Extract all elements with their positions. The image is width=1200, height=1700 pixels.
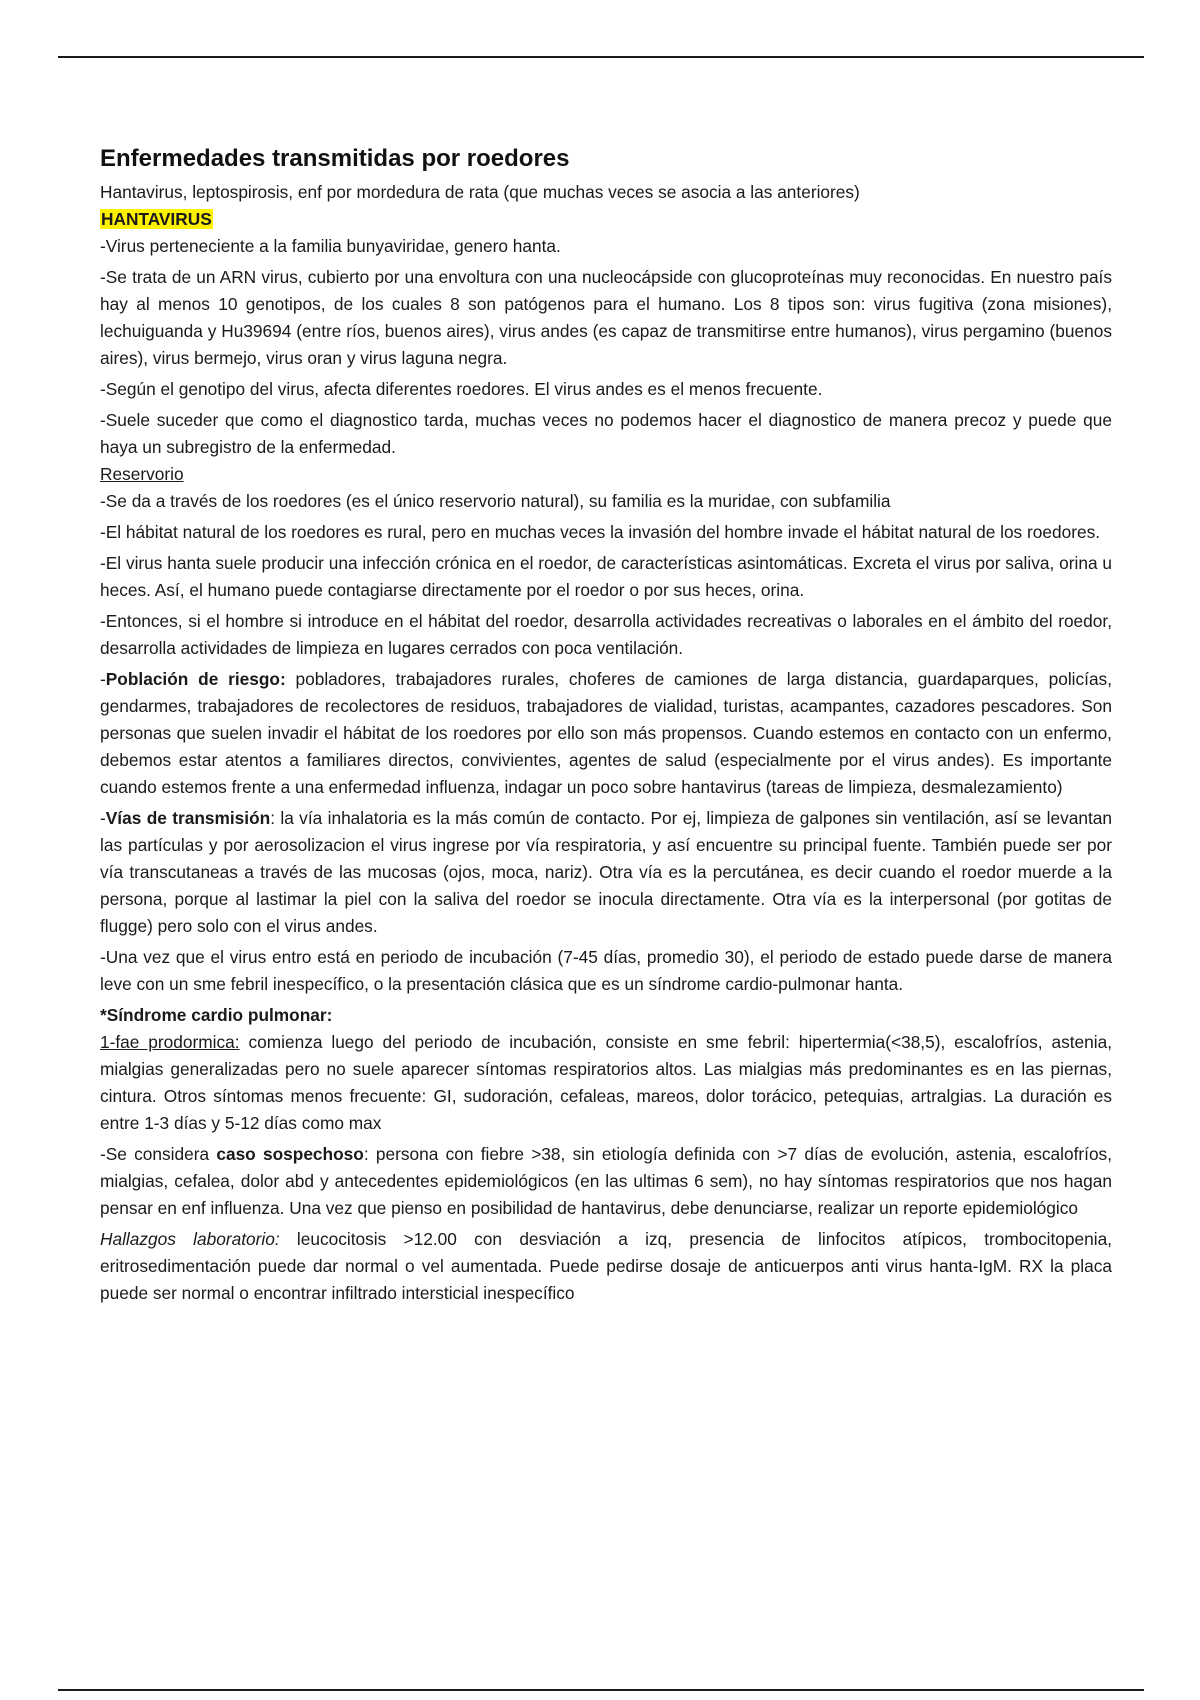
page-title: Enfermedades transmitidas por roedores: [100, 145, 570, 172]
paragraph-reservorio-1: -Se da a través de los roedores (es el único reservorio natural), su familia es la muridae, con subfamilia: [100, 491, 891, 511]
caso-label: caso sospechoso: [216, 1144, 364, 1164]
vias-prefix: -: [100, 808, 106, 828]
paragraph-vias: [100, 805, 1112, 940]
poblacion-prefix: -: [100, 669, 106, 689]
hallazgos-label: Hallazgos laboratorio:: [100, 1229, 280, 1249]
poblacion-label: Población de riesgo:: [105, 669, 286, 689]
paragraph-reservorio-4: -Entonces, si el hombre si introduce en el hábitat del roedor, desarrolla actividades recreativas o laborales en el ámbito del roedor, desarrolla actividades de limpieza en lugares cerrados con poca ventilación.: [100, 611, 1112, 658]
sindrome-row: [100, 1002, 1112, 1029]
paragraph-hallazgos: [100, 1226, 1112, 1307]
header-rule: [58, 56, 1144, 58]
footer-rule: [58, 1689, 1144, 1691]
reservorio-row: [100, 461, 1112, 488]
paragraph-virus-family: -Virus perteneciente a la familia bunyaviridae, genero hanta.: [100, 236, 561, 256]
paragraph-caso-sospechoso: [100, 1141, 1112, 1222]
sindrome-heading: *Síndrome cardio pulmonar:: [100, 1005, 333, 1025]
caso-text: : persona con fiebre >38, sin etiología definida con >7 días de evolución, astenia, escalofríos, mialgias, cefalea, dolor abd y antecedentes epidemiológicos (en las ultimas 6 sem), no hay síntomas respiratorios que nos hagan pensar en enf influenza. Una vez que pienso en posibilidad de hantavirus, debe denunciarse, realizar un reporte epidemiológico: [100, 1144, 1112, 1218]
fase-label: 1-fae prodormica:: [100, 1032, 240, 1052]
section-heading-row: [100, 206, 1112, 233]
caso-prefix: -Se considera: [100, 1144, 217, 1164]
document-body: [100, 142, 1112, 1311]
fase-text: comienza luego del periodo de incubación, consiste en sme febril: hipertermia(<38,5), escalofríos, astenia, mialgias generalizadas pero no suele aparecer síntomas respiratorios altos. Las mialgias más predominantes es en las piernas, cintura. Otros síntomas menos frecuente: GI, sudoración, cefaleas, mareos, dolor torácico, petequias, artralgias. La duración es entre 1-3 días y 5-12 días como max: [100, 1032, 1112, 1133]
intro-paragraph: Hantavirus, leptospirosis, enf por mordedura de rata (que muchas veces se asocia a las anteriores): [100, 182, 860, 202]
paragraph-rodents: -Según el genotipo del virus, afecta diferentes roedores. El virus andes es el menos frecuente.: [100, 379, 823, 399]
hallazgos-text: leucocitosis >12.00 con desviación a izq, presencia de linfocitos atípicos, trombocitopenia, eritrosedimentación puede dar normal o vel aumentada. Puede pedirse dosaje de anticuerpos anti virus hanta-IgM. RX la placa puede ser normal o encontrar infiltrado intersticial inespecífico: [100, 1229, 1112, 1303]
vias-label: Vías de transmisión: [105, 808, 271, 828]
paragraph-genotypes: -Se trata de un ARN virus, cubierto por una envoltura con una nucleocápside con glucoproteínas muy reconocidas. En nuestro país hay al menos 10 genotipos, de los cuales 8 son patógenos para el humano. Los 8 tipos son: virus fugitiva (zona misiones), lechuiguanda y Hu39694 (entre ríos, buenos aires), virus andes (es capaz de transmitirse entre humanos), virus pergamino (buenos aires), virus bermejo, virus oran y virus laguna negra.: [100, 267, 1112, 368]
paragraph-poblacion: [100, 666, 1112, 801]
paragraph-reservorio-2: -El hábitat natural de los roedores es rural, pero en muchas veces la invasión del hombre invade el hábitat natural de los roedores.: [100, 522, 1101, 542]
paragraph-fase-prodromica: [100, 1029, 1112, 1137]
vias-text: : la vía inhalatoria es la más común de contacto. Por ej, limpieza de galpones sin ventilación, así se levantan las partículas y por aerosolizacion el virus ingrese por vía respiratoria, y así encuentre su principal fuente. También puede ser por vía transcutaneas a través de las mucosas (ojos, moca, nariz). Otra vía es la percutánea, es decir cuando el roedor muerde a la persona, porque al lastimar la piel con la saliva del roedor se inocula directamente. Otra vía es la interpersonal (por gotitas de flugge) pero solo con el virus andes.: [100, 808, 1112, 936]
poblacion-text: pobladores, trabajadores rurales, choferes de camiones de larga distancia, guardaparques, policías, gendarmes, trabajadores de recolectores de residuos, trabajadores de vialidad, turistas, acampantes, cazadores pescadores. Son personas que suelen invadir el hábitat de los roedores por ello son más propensos. Cuando estemos en contacto con un enfermo, debemos estar atentos a familiares directos, convivientes, agentes de salud (especialmente por el virus andes). Es importante cuando estemos frente a una enfermedad influenza, indagar un poco sobre hantavirus (tareas de limpieza, desmalezamiento): [100, 669, 1112, 797]
paragraph-incubacion: -Una vez que el virus entro está en periodo de incubación (7-45 días, promedio 30), el periodo de estado puede darse de manera leve con un sme febril inespecífico, o la presentación clásica que es un síndrome cardio-pulmonar hanta.: [100, 947, 1112, 994]
paragraph-reservorio-3: -El virus hanta suele producir una infección crónica en el roedor, de características asintomáticas. Excreta el virus por saliva, orina u heces. Así, el humano puede contagiarse directamente por el roedor o por sus heces, orina.: [100, 553, 1112, 600]
paragraph-diagnosis: -Suele suceder que como el diagnostico tarda, muchas veces no podemos hacer el diagnostico de manera precoz y puede que haya un subregistro de la enfermedad.: [100, 410, 1112, 457]
hantavirus-heading: HANTAVIRUS: [101, 209, 212, 229]
reservorio-heading: Reservorio: [100, 464, 184, 484]
